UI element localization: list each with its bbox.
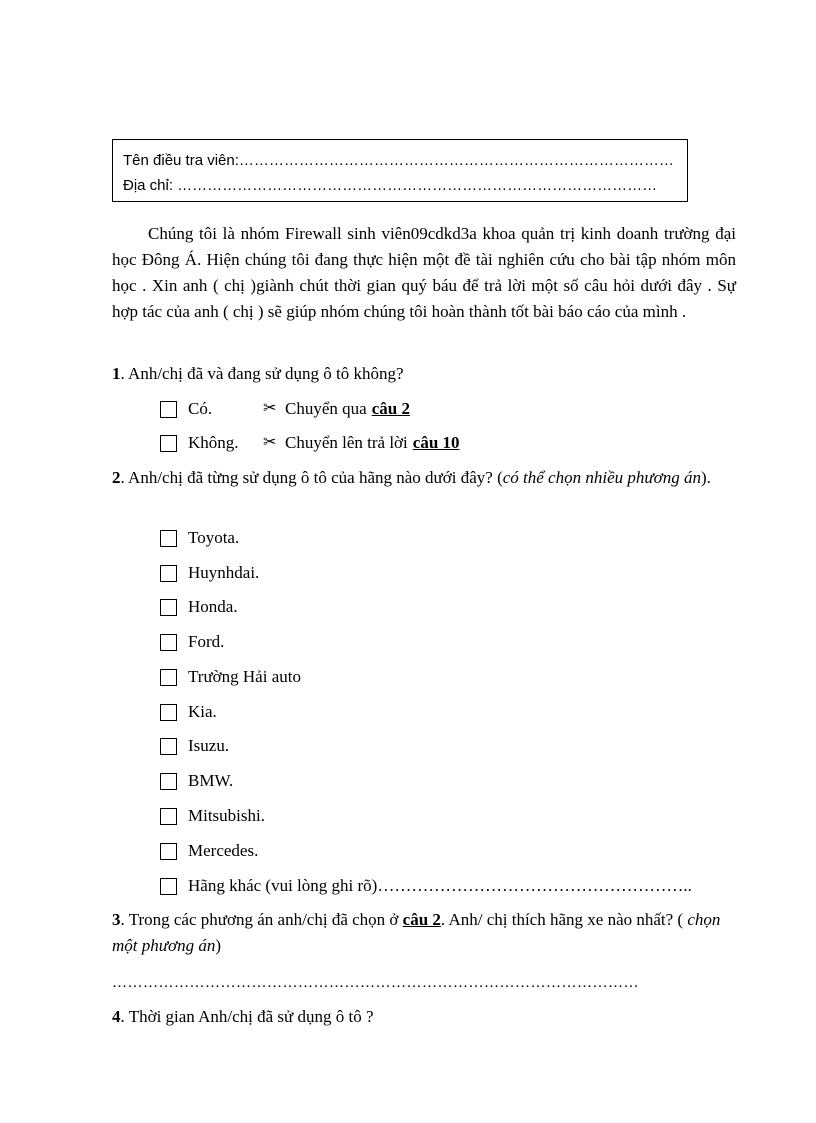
question-text: . Trong các phương án anh/chị đã chọn ở: [120, 910, 403, 929]
question-reference: câu 2: [402, 910, 441, 929]
question-3: [112, 907, 742, 959]
option-label: BMW.: [188, 771, 234, 790]
question-text: . Anh/chị đã và đang sử dụng ô tô không?: [120, 364, 404, 383]
question-text-end: ).: [700, 468, 711, 487]
address-line: Địa chỉ: ……………………………………………………………………………………: [123, 177, 658, 194]
question-text-end: ): [215, 936, 222, 955]
scissors-icon: ✂: [263, 400, 277, 417]
checkbox[interactable]: [160, 773, 177, 790]
interviewer-name-line: Tên điều tra viên:……………………………………………………………………………: [123, 152, 674, 169]
option-label: Huynhdai.: [188, 563, 260, 582]
checkbox[interactable]: [160, 843, 177, 860]
checkbox[interactable]: [160, 565, 177, 582]
checkbox[interactable]: [160, 669, 177, 686]
jump-reference: câu 10: [412, 433, 460, 452]
option-label: Mercedes.: [188, 841, 259, 860]
option-label: Ford.: [188, 632, 225, 651]
option-label: Isuzu.: [188, 736, 230, 755]
checkbox[interactable]: [160, 808, 177, 825]
q2-option-huynhdai[interactable]: [160, 561, 259, 585]
checkbox[interactable]: [160, 599, 177, 616]
q1-option-no[interactable]: [160, 431, 460, 455]
jump-instruction: [263, 397, 410, 421]
question-number: 2: [112, 468, 121, 487]
option-label: Hãng khác (vui lòng ghi rõ)………………………………………………..: [188, 876, 692, 895]
question-text: . Anh/chị đã từng sử dụng ô tô của hãng nào dưới đây? (: [120, 468, 503, 487]
q2-option-mercedes[interactable]: [160, 839, 258, 863]
q2-option-honda[interactable]: [160, 595, 238, 619]
q1-option-yes[interactable]: [160, 397, 410, 421]
checkbox[interactable]: [160, 530, 177, 547]
jump-instruction: [263, 431, 460, 455]
jump-reference: câu 2: [371, 399, 410, 418]
q2-option-isuzu[interactable]: [160, 734, 229, 758]
intro-paragraph: Chúng tôi là nhóm Firewall sinh viên09cdkd3a khoa quản trị kinh doanh trường đại học Đông Á. Hiện chúng tôi đang thực hiện một đề tài nghiên cứu cho bài tập nhóm môn học . Xin anh ( chị )giành chút thời gian quý báu để trả lời một số câu hỏi dưới đây . Sự hợp tác của anh ( chị ) sẽ giúp nhóm chúng tôi hoàn thành tốt bài báo cáo của mình .: [112, 224, 736, 321]
q2-option-bmw[interactable]: [160, 769, 233, 793]
q2-option-ford[interactable]: [160, 630, 224, 654]
q3-answer-line[interactable]: …………………………………………………………………………………………: [112, 975, 639, 991]
option-label: Kia.: [188, 702, 217, 721]
checkbox[interactable]: [160, 634, 177, 651]
question-text-b: . Anh/ chị thích hãng xe nào nhất? (: [440, 910, 684, 929]
question-1: [112, 361, 742, 387]
q2-option-other[interactable]: [160, 874, 692, 898]
question-2: [112, 465, 742, 491]
checkbox[interactable]: [160, 435, 177, 452]
option-label: Toyota.: [188, 528, 240, 547]
checkbox[interactable]: [160, 878, 177, 895]
q2-option-toyota[interactable]: [160, 526, 239, 550]
q2-option-kia[interactable]: [160, 700, 217, 724]
option-label: Honda.: [188, 597, 238, 616]
scissors-icon: ✂: [263, 434, 277, 451]
checkbox[interactable]: [160, 704, 177, 721]
option-label: Có.: [188, 399, 213, 418]
interviewer-info-box: [112, 139, 688, 202]
option-label: Không.: [188, 433, 239, 452]
question-hint: chọn một phương án: [112, 910, 721, 955]
jump-text: Chuyển qua: [285, 399, 367, 418]
q2-option-truong-hai[interactable]: [160, 665, 301, 689]
option-label: Trường Hải auto: [188, 667, 301, 686]
checkbox[interactable]: [160, 401, 177, 418]
question-number: 1: [112, 364, 121, 383]
question-number: 3: [112, 910, 121, 929]
question-number: 4: [112, 1007, 121, 1026]
checkbox[interactable]: [160, 738, 177, 755]
question-4: [112, 1004, 742, 1030]
question-text: . Thời gian Anh/chị đã sử dụng ô tô ?: [120, 1007, 374, 1026]
question-hint: có thể chọn nhiều phương án: [502, 468, 701, 487]
option-label: Mitsubishi.: [188, 806, 265, 825]
jump-text: Chuyển lên trả lời: [285, 433, 408, 452]
q2-option-mitsubishi[interactable]: [160, 804, 265, 828]
